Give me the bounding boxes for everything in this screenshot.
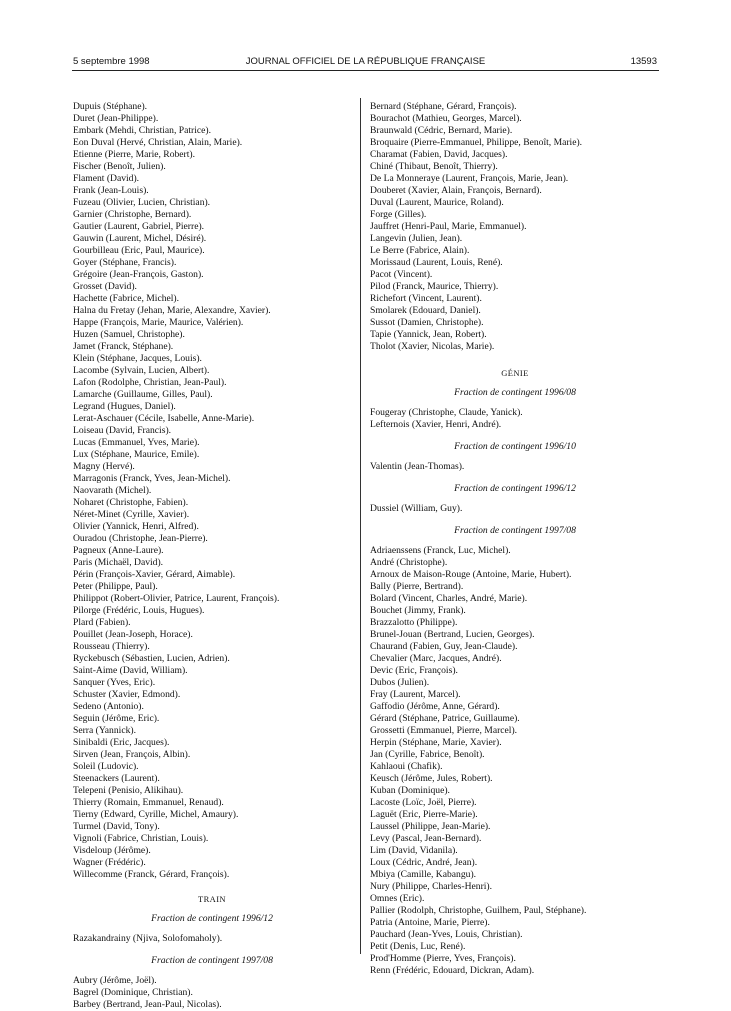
list-item: Magny (Hervé). <box>73 461 135 472</box>
header-rule <box>72 70 659 71</box>
list-item: Vignoli (Fabrice, Christian, Louis). <box>73 833 209 844</box>
list-item: Douberet (Xavier, Alain, François, Bernard). <box>370 185 542 196</box>
list-item: Laguët (Eric, Pierre-Marie). <box>370 809 478 820</box>
list-item: Sirven (Jean, François, Albin). <box>73 749 191 760</box>
list-item: Charamat (Fabien, David, Jacques). <box>370 149 508 160</box>
list-item: Frank (Jean-Louis). <box>73 185 149 196</box>
list-item: André (Christophe). <box>370 557 448 568</box>
fraction-heading: Fraction de contingent 1997/08 <box>151 955 273 966</box>
list-item: Lim (David, Vidanila). <box>370 845 458 856</box>
fraction-heading: Fraction de contingent 1997/08 <box>454 525 576 536</box>
list-item: Keusch (Jérôme, Jules, Robert). <box>370 773 493 784</box>
list-item: Flament (David). <box>73 173 140 184</box>
list-item: Pouillet (Jean-Joseph, Horace). <box>73 629 193 640</box>
name-list <box>73 975 351 1011</box>
list-item: Petit (Denis, Luc, René). <box>370 941 466 952</box>
list-item: Lucas (Emmanuel, Yves, Marie). <box>73 437 200 448</box>
list-item: Pauchard (Jean-Yves, Louis, Christian). <box>370 929 523 940</box>
list-item: Duval (Laurent, Maurice, Roland). <box>370 197 504 208</box>
header-title: JOURNAL OFFICIEL DE LA RÉPUBLIQUE FRANÇAISE <box>245 56 486 67</box>
list-item: Gaffodio (Jérôme, Anne, Gérard). <box>370 701 500 712</box>
list-item: Chiné (Thibaut, Benoît, Thierry). <box>370 161 498 172</box>
list-item: Fray (Laurent, Marcel). <box>370 689 461 700</box>
list-item: Dubos (Julien). <box>370 677 430 688</box>
column-divider <box>360 98 361 954</box>
list-item: Grossetti (Emmanuel, Pierre, Marcel). <box>370 725 518 736</box>
list-item: Gourbilleau (Eric, Paul, Maurice). <box>73 245 205 256</box>
list-item: Richefort (Vincent, Laurent). <box>370 293 482 304</box>
list-item: Omnes (Eric). <box>370 893 425 904</box>
list-item: Laussel (Philippe, Jean-Marie). <box>370 821 491 832</box>
list-item: Tholot (Xavier, Nicolas, Marie). <box>370 341 495 352</box>
list-item: Langevin (Julien, Jean). <box>370 233 463 244</box>
list-item: Marragonis (Franck, Yves, Jean-Michel). <box>73 473 231 484</box>
list-item: Goyer (Stéphane, Francis). <box>73 257 177 268</box>
list-item: Broquaire (Pierre-Emmanuel, Philippe, Benoît, Marie). <box>370 137 583 148</box>
list-item: Thierry (Romain, Emmanuel, Renaud). <box>73 797 224 808</box>
list-item: Brunel-Jouan (Bertrand, Lucien, Georges). <box>370 629 535 640</box>
list-item: Garnier (Christophe, Bernard). <box>73 209 192 220</box>
list-item: Grégoire (Jean-François, Gaston). <box>73 269 204 280</box>
list-item: Tapie (Yannick, Jean, Robert). <box>370 329 487 340</box>
list-item: Telepeni (Penisio, Alikihau). <box>73 785 184 796</box>
name-list <box>370 503 660 515</box>
list-item: Pagneux (Anne-Laure). <box>73 545 164 556</box>
list-item: Olivier (Yannick, Henri, Alfred). <box>73 521 199 532</box>
list-item: Devic (Eric, François). <box>370 665 458 676</box>
list-item: Le Berre (Fabrice, Alain). <box>370 245 470 256</box>
section-title-train: TRAIN <box>198 894 226 904</box>
list-item: Hachette (Fabrice, Michel). <box>73 293 180 304</box>
list-item: De La Monneraye (Laurent, François, Marie, Jean). <box>370 173 569 184</box>
right-column <box>370 101 660 977</box>
fraction-heading: Fraction de contingent 1996/08 <box>454 387 576 398</box>
name-list <box>73 933 351 945</box>
list-item: Lux (Stéphane, Maurice, Emile). <box>73 449 200 460</box>
list-item: Razakandrainy (Njiva, Solofomaholy). <box>73 933 223 944</box>
list-item: Sedeno (Antonio). <box>73 701 144 712</box>
list-item: Seguin (Jérôme, Eric). <box>73 713 160 724</box>
list-item: Bernard (Stéphane, Gérard, François). <box>370 101 517 112</box>
list-item: Bolard (Vincent, Charles, André, Marie). <box>370 593 528 604</box>
list-item: Morissaud (Laurent, Louis, René). <box>370 257 503 268</box>
name-list <box>370 461 660 473</box>
list-item: Kuban (Dominique). <box>370 785 450 796</box>
list-item: Bourachot (Mathieu, Georges, Marcel). <box>370 113 522 124</box>
list-item: Néret-Minet (Cyrille, Xavier). <box>73 509 190 520</box>
list-item: Naovarath (Michel). <box>73 485 152 496</box>
fraction-heading: Fraction de contingent 1996/12 <box>151 913 273 924</box>
fraction-heading: Fraction de contingent 1996/12 <box>454 483 576 494</box>
list-item: Serra (Yannick). <box>73 725 136 736</box>
list-item: Bagrel (Dominique, Christian). <box>73 987 193 998</box>
list-item: Mbiya (Camille, Kabangu). <box>370 869 477 880</box>
list-item: Turmel (David, Tony). <box>73 821 160 832</box>
name-list <box>73 101 351 881</box>
list-item: Loiseau (David, Francis). <box>73 425 172 436</box>
list-item: Duret (Jean-Philippe). <box>73 113 159 124</box>
list-item: Lerat-Aschauer (Cécile, Isabelle, Anne-Marie). <box>73 413 255 424</box>
list-item: Willecomme (Franck, Gérard, François). <box>73 869 230 880</box>
list-item: Rousseau (Thierry). <box>73 641 150 652</box>
name-list <box>370 407 660 431</box>
list-item: Peter (Philippe, Paul). <box>73 581 158 592</box>
list-item: Prod'Homme (Pierre, Yves, François). <box>370 953 516 964</box>
fraction-heading: Fraction de contingent 1996/10 <box>454 441 576 452</box>
list-item: Gérard (Stéphane, Patrice, Guillaume). <box>370 713 520 724</box>
list-item: Eon Duval (Hervé, Christian, Alain, Marie). <box>73 137 243 148</box>
list-item: Lacoste (Loïc, Joël, Pierre). <box>370 797 477 808</box>
list-item: Grosset (David). <box>73 281 137 292</box>
list-item: Jamet (Franck, Stéphane). <box>73 341 174 352</box>
list-item: Ouradou (Christophe, Jean-Pierre). <box>73 533 208 544</box>
list-item: Fischer (Benoît, Julien). <box>73 161 166 172</box>
list-item: Périn (François-Xavier, Gérard, Aimable). <box>73 569 236 580</box>
header-page-number: 13593 <box>630 56 657 67</box>
list-item: Braunwald (Cédric, Bernard, Marie). <box>370 125 513 136</box>
list-item: Forge (Gilles). <box>370 209 427 220</box>
list-item: Levy (Pascal, Jean-Bernard). <box>370 833 482 844</box>
header-date: 5 septembre 1998 <box>73 56 150 67</box>
list-item: Dupuis (Stéphane). <box>73 101 148 112</box>
list-item: Jan (Cyrille, Fabrice, Benoît). <box>370 749 485 760</box>
list-item: Lefternois (Xavier, Henri, André). <box>370 419 502 430</box>
list-item: Adriaenssens (Franck, Luc, Michel). <box>370 545 511 556</box>
left-column <box>73 101 351 1011</box>
list-item: Sussot (Damien, Christophe). <box>370 317 484 328</box>
list-item: Happe (François, Marie, Maurice, Valérien). <box>73 317 244 328</box>
name-list <box>370 101 660 353</box>
list-item: Sinibaldi (Eric, Jacques). <box>73 737 170 748</box>
list-item: Halna du Fretay (Jehan, Marie, Alexandre, Xavier). <box>73 305 271 316</box>
list-item: Dussiel (William, Guy). <box>370 503 463 514</box>
list-item: Ryckebusch (Sébastien, Lucien, Adrien). <box>73 653 230 664</box>
list-item: Pacot (Vincent). <box>370 269 433 280</box>
list-item: Steenackers (Laurent). <box>73 773 160 784</box>
list-item: Barbey (Bertrand, Jean-Paul, Nicolas). <box>73 999 222 1010</box>
list-item: Paris (Michaël, David). <box>73 557 164 568</box>
list-item: Jauffret (Henri-Paul, Marie, Emmanuel). <box>370 221 527 232</box>
list-item: Kahlaoui (Chafik). <box>370 761 443 772</box>
list-item: Valentin (Jean-Thomas). <box>370 461 465 472</box>
list-item: Arnoux de Maison-Rouge (Antoine, Marie, Hubert). <box>370 569 572 580</box>
list-item: Visdeloup (Jérôme). <box>73 845 151 856</box>
list-item: Saint-Aime (David, William). <box>73 665 188 676</box>
list-item: Gautier (Laurent, Gabriel, Pierre). <box>73 221 205 232</box>
list-item: Lacombe (Sylvain, Lucien, Albert). <box>73 365 210 376</box>
list-item: Embark (Mehdi, Christian, Patrice). <box>73 125 212 136</box>
list-item: Tierny (Edward, Cyrille, Michel, Amaury). <box>73 809 239 820</box>
list-item: Loux (Cédric, André, Jean). <box>370 857 478 868</box>
list-item: Wagner (Frédéric). <box>73 857 146 868</box>
list-item: Philippot (Robert-Olivier, Patrice, Laurent, François). <box>73 593 280 604</box>
list-item: Nury (Philippe, Charles-Henri). <box>370 881 493 892</box>
list-item: Klein (Stéphane, Jacques, Louis). <box>73 353 202 364</box>
list-item: Patria (Antoine, Marie, Pierre). <box>370 917 490 928</box>
list-item: Gauwin (Laurent, Michel, Désiré). <box>73 233 207 244</box>
list-item: Bouchet (Jimmy, Frank). <box>370 605 466 616</box>
list-item: Pilod (Franck, Maurice, Thierry). <box>370 281 499 292</box>
list-item: Lafon (Rodolphe, Christian, Jean-Paul). <box>73 377 227 388</box>
name-list <box>370 545 660 977</box>
list-item: Pilorge (Frédéric, Louis, Hugues). <box>73 605 205 616</box>
list-item: Sanquer (Yves, Eric). <box>73 677 156 688</box>
list-item: Renn (Frédéric, Edouard, Dickran, Adam). <box>370 965 535 976</box>
list-item: Smolarek (Edouard, Daniel). <box>370 305 481 316</box>
list-item: Aubry (Jérôme, Joël). <box>73 975 157 986</box>
section-title-genie: GÉNIE <box>501 368 529 378</box>
list-item: Etienne (Pierre, Marie, Robert). <box>73 149 196 160</box>
list-item: Brazzalotto (Philippe). <box>370 617 458 628</box>
list-item: Fuzeau (Olivier, Lucien, Christian). <box>73 197 211 208</box>
list-item: Lamarche (Guillaume, Gilles, Paul). <box>73 389 213 400</box>
list-item: Pallier (Rodolph, Christophe, Guilhem, Paul, Stéphane). <box>370 905 587 916</box>
list-item: Bally (Pierre, Bertrand). <box>370 581 464 592</box>
list-item: Plard (Fabien). <box>73 617 131 628</box>
list-item: Schuster (Xavier, Edmond). <box>73 689 181 700</box>
list-item: Chaurand (Fabien, Guy, Jean-Claude). <box>370 641 518 652</box>
list-item: Legrand (Hugues, Daniel). <box>73 401 176 412</box>
list-item: Noharet (Christophe, Fabien). <box>73 497 189 508</box>
list-item: Soleil (Ludovic). <box>73 761 139 772</box>
list-item: Huzen (Samuel, Christophe). <box>73 329 185 340</box>
list-item: Chevalier (Marc, Jacques, André). <box>370 653 502 664</box>
page-header <box>0 0 731 70</box>
list-item: Fougeray (Christophe, Claude, Yanick). <box>370 407 523 418</box>
list-item: Herpin (Stéphane, Marie, Xavier). <box>370 737 502 748</box>
